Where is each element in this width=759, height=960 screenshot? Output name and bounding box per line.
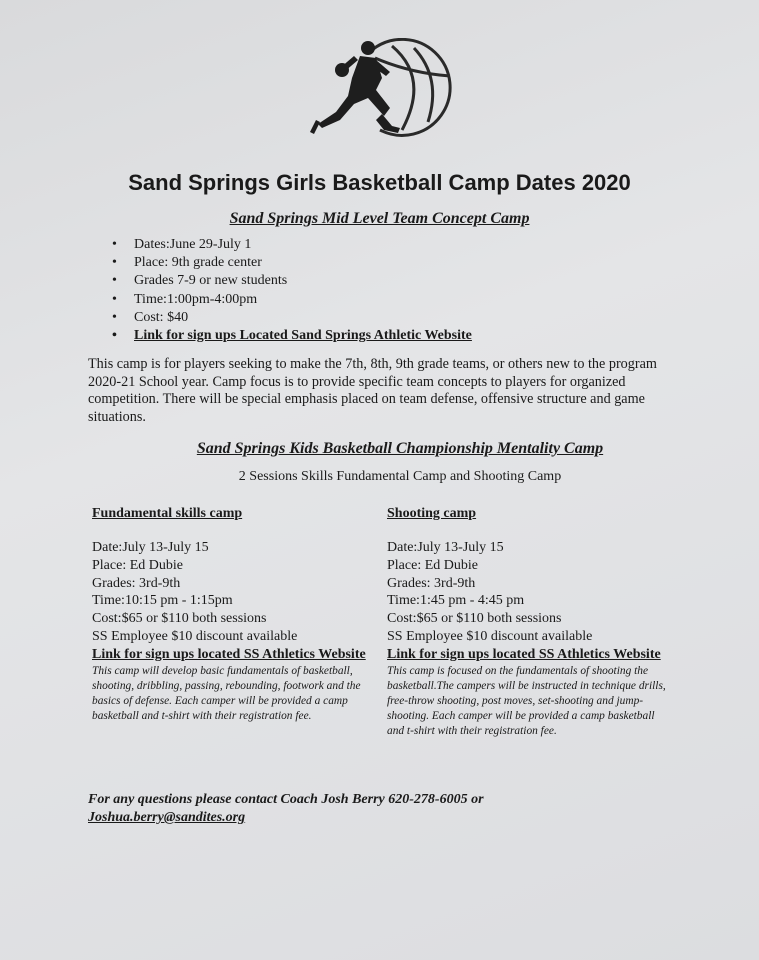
contact-info	[88, 791, 608, 827]
fundamental-camp-column	[92, 505, 367, 724]
shooting-discount: SS Employee $10 discount available	[387, 628, 593, 644]
shooting-time: Time:1:45 pm - 4:45 pm	[387, 593, 525, 609]
mid-camp-heading: Sand Springs Mid Level Team Concept Camp	[229, 210, 530, 227]
list-item: • Place: 9th grade center	[112, 254, 472, 272]
list-item: • Dates:June 29-July 1	[112, 236, 472, 254]
signup-link-fundamental[interactable]: Link for sign ups located SS Athletics Website	[92, 646, 366, 662]
signup-link-mid-camp[interactable]: • Link for sign ups Located Sand Springs Athletic Website	[112, 327, 472, 345]
basketball-player-logo	[310, 38, 455, 138]
fundamental-date: Date:July 13-July 15	[92, 540, 209, 555]
kids-camp-heading: Sand Springs Kids Basketball Championship Mentality Camp	[196, 440, 604, 457]
fundamental-discount: SS Employee $10 discount available	[92, 628, 298, 644]
mid-camp-description: This camp is for players seeking to make the 7th, 8th, 9th grade teams, or others new to the program 2020-21 School year. Camp focus is to provide specific team concepts to players for organized competition. There will be special emphasis placed on team defense, offensive structure and game situations.	[88, 356, 657, 425]
kids-camp-sessions: 2 Sessions Skills Fundamental Camp and Shooting Camp	[238, 469, 562, 484]
fundamental-camp-heading: Fundamental skills camp	[92, 506, 243, 521]
contact-text: For any questions please contact Coach Josh Berry 620-278-6005 or	[88, 792, 484, 807]
list-item: • Cost: $40	[112, 309, 472, 327]
fundamental-description: This camp will develop basic fundamentals of basketball, shooting, dribbling, passing, rebounding, footwork and the basics of defense. Each camper will be provided a camp basketball and t-shirt with their registration fee.	[92, 665, 361, 723]
shooting-date: Date:July 13-July 15	[387, 540, 504, 555]
shooting-camp-heading: Shooting camp	[387, 506, 477, 521]
shooting-place: Place: Ed Dubie	[387, 557, 478, 573]
fundamental-grades: Grades: 3rd-9th	[92, 575, 181, 591]
shooting-description: This camp is focused on the fundamentals of shooting the basketball.The campers will be instructed in technique drills, free-throw shooting, post moves, set-shooting and jump-shooting. Each camper will be provided a camp basketball and t-shirt with their registration fee.	[387, 665, 666, 738]
list-item: • Time:1:00pm-4:00pm	[112, 291, 472, 309]
fundamental-place: Place: Ed Dubie	[92, 557, 183, 573]
shooting-cost: Cost:$65 or $110 both sessions	[387, 611, 562, 627]
page-title: Sand Springs Girls Basketball Camp Dates 2020	[128, 170, 631, 195]
mid-camp-bullet-list	[112, 236, 472, 345]
shooting-grades: Grades: 3rd-9th	[387, 575, 476, 591]
fundamental-cost: Cost:$65 or $110 both sessions	[92, 611, 267, 627]
list-item: • Grades 7-9 or new students	[112, 272, 472, 290]
shooting-camp-column	[387, 505, 672, 739]
fundamental-time: Time:10:15 pm - 1:15pm	[92, 593, 233, 609]
contact-email-link[interactable]: Joshua.berry@sandites.org	[88, 810, 246, 825]
signup-link-shooting[interactable]: Link for sign ups located SS Athletics Website	[387, 646, 661, 662]
